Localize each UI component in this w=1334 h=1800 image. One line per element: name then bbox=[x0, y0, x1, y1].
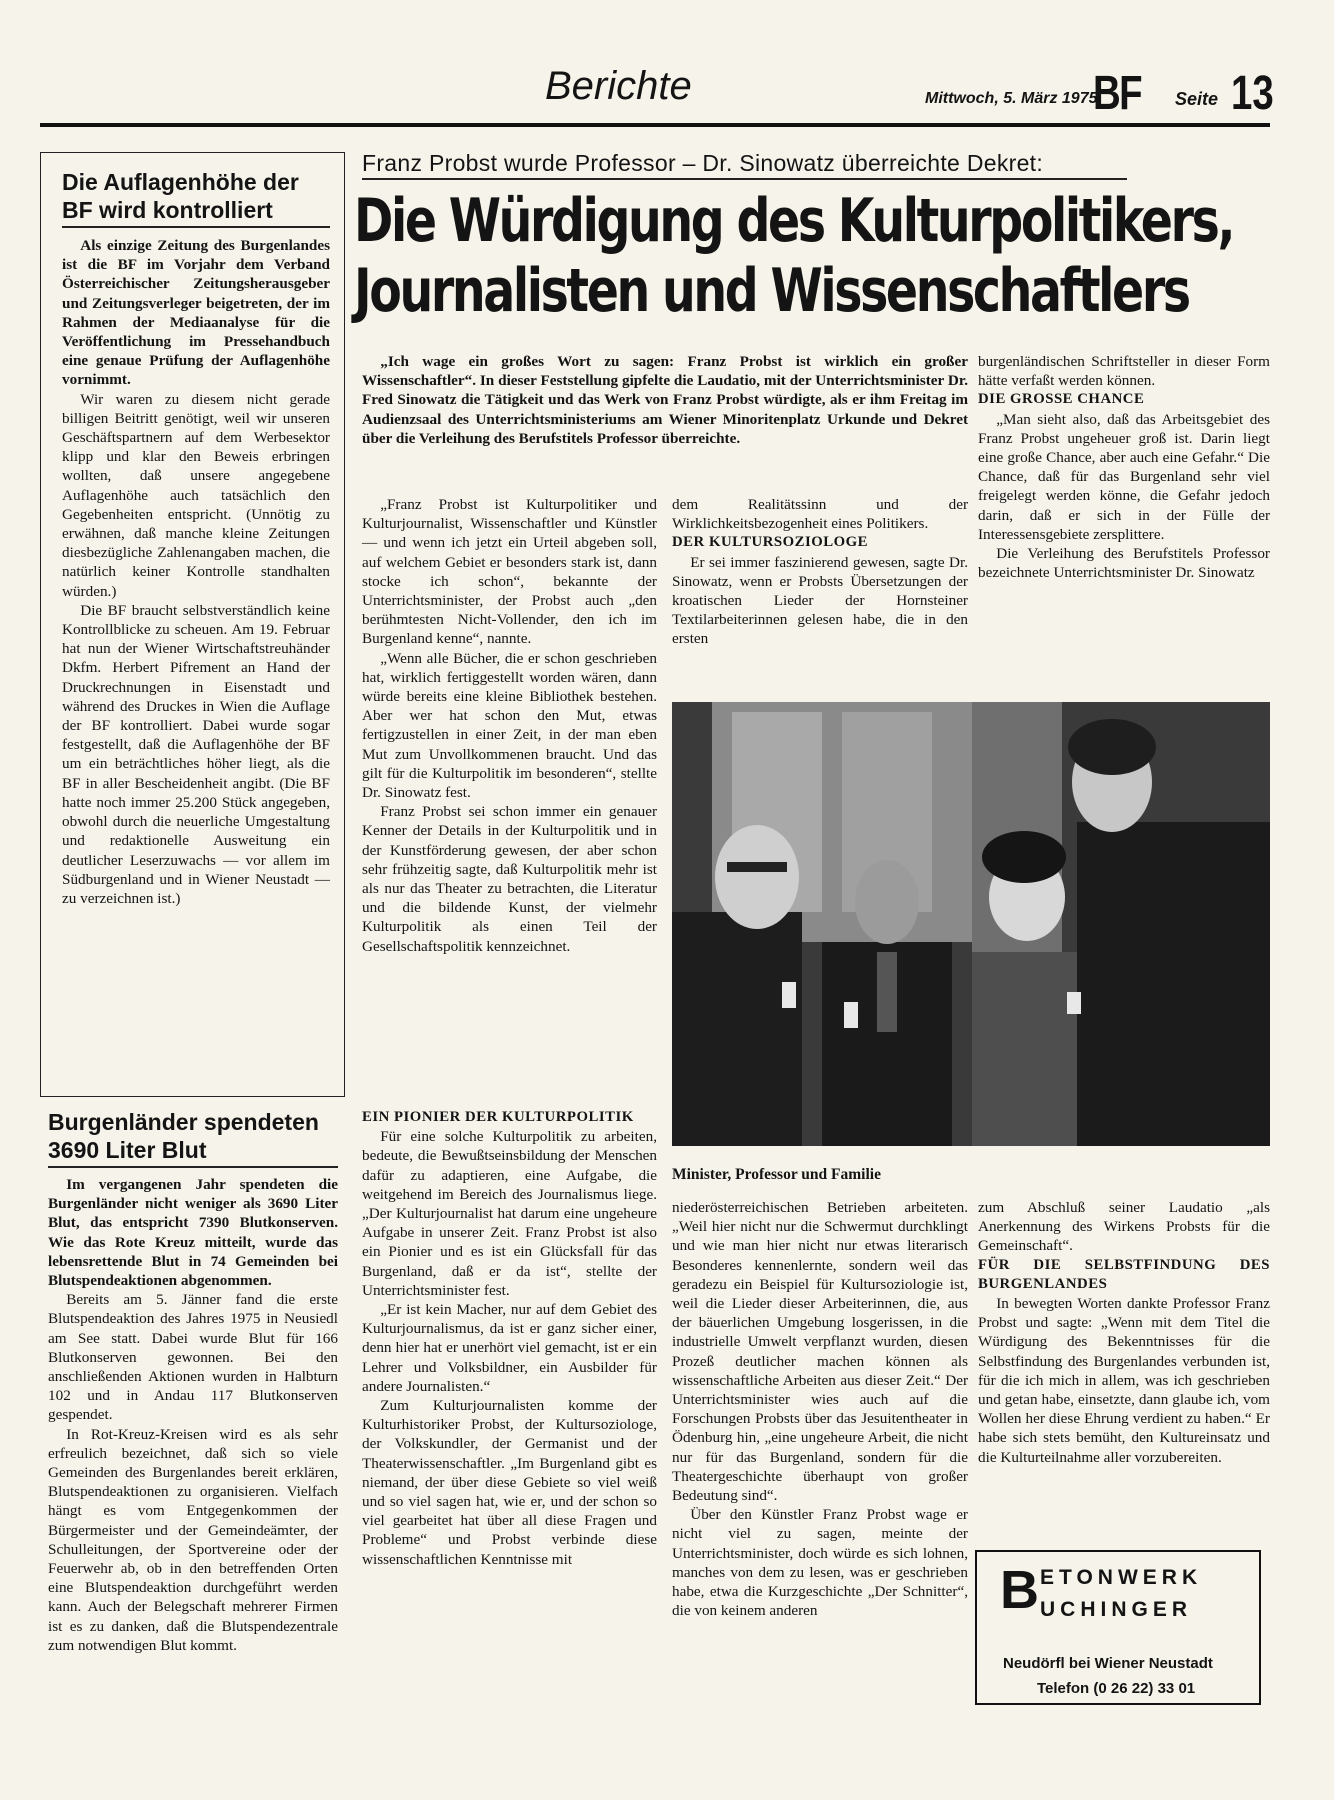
subheading: DER KULTURSOZIOLOGE bbox=[672, 534, 869, 551]
paragraph: Die BF braucht selbstverständlich keine Kontrollblicke zu scheuen. Am 19. Februar hat nun der Wiener Wirtschaftstreuhänder Dkfm. Herbert Pifrement an Hand der Druckrechnungen in Eisenstadt und während des Druckes in Wien die Auflage der BF kontrolliert. Dabei wurde sogar festgestellt, daß die Auflagenhöhe der BF um ein beträchtliches höher liegt, als die BF in aller Bescheidenheit angibt. (Die BF hatte noch immer 25.200 Stück angegeben, obwohl durch die neuerliche Umgestaltung und redaktionelle Ausweitung ein deutlicher Leserzuwachs — vor allem im Südburgenland und in Wiener Neustadt — zu verzeichnen ist.) bbox=[62, 601, 330, 907]
section-title: Berichte bbox=[545, 64, 692, 108]
column-2-top bbox=[672, 495, 968, 649]
blood-article-body bbox=[48, 1175, 338, 1655]
column-3-top bbox=[978, 352, 1270, 582]
paragraph: Als einzige Zeitung des Burgenlandes ist die BF im Vorjahr dem Verband Österreichischer Zeitungsherausgeber und Zeitungsverleger beigetreten, der im Rahmen der Mediaanalyse für die Veröffentlichung im Pressehandbuch eine genaue Prüfung der Auflagenhöhe vornimmt. bbox=[62, 237, 330, 389]
column-2-bottom bbox=[672, 1198, 968, 1620]
paragraph: „Er ist kein Macher, nur auf dem Gebiet des Kulturjournalismus, da ist er ganz sicher einer, denn hier hat er unerhört viel gemacht, ist er ein Lehrer und Volksbildner, ein Ausbilder für andere Journalisten.“ bbox=[362, 1301, 657, 1395]
advertisement-initial: B bbox=[1000, 1560, 1039, 1620]
paragraph: „Wenn alle Bücher, die er schon geschrieben hat, wirklich fertiggestellt worden wären, dann würde bereits eine kleine Bibliothek bestehen. Aber wer hat schon den Mut, etwas fertigzustellen in einer Zeit, in der man eben Mut zum Unvollkommenen braucht. Und das gilt für die Kulturpolitik im besonderen“, stellte Dr. Sinowatz fest. bbox=[362, 649, 657, 802]
paragraph: Für eine solche Kulturpolitik zu arbeiten, bedeute, die Bewußtseinsbildung der Menschen dafür zu adaptieren, eine Aufgabe, die weitgehend im Bereich des Journalismus liege. „Der Kulturjournalist hat darum eine ungeheure Aufgabe in unserer Zeit. Franz Probst ist also ein Pionier und es ist ein Glücksfall für das Burgenland, daß er da ist“, stellte der Unterrichtsminister fest. bbox=[362, 1128, 657, 1299]
subheading: EIN PIONIER DER KULTURPOLITIK bbox=[362, 1109, 634, 1125]
column-1-top bbox=[362, 495, 657, 956]
photo-illustration bbox=[672, 702, 1270, 1146]
article-kicker: Franz Probst wurde Professor – Dr. Sinowatz überreichte Dekret: bbox=[362, 150, 1044, 176]
main-headline-line: Die Würdigung des Kulturpolitikers, bbox=[354, 186, 1234, 256]
subheading: FÜR DIE SELBSTFINDUNG DES BURGENLANDES bbox=[978, 1256, 1270, 1292]
paragraph: Die Verleihung des Berufstitels Professor bezeichnete Unterrichtsminister Dr. Sinowatz bbox=[978, 545, 1270, 582]
paragraph: „Franz Probst ist Kulturpolitiker und Kulturjournalist, Wissenschaftler und Künstler — und wenn ich jetzt ein Urteil abgeben soll, auf welchem Gebiet er besonders stark ist, dann stocke ich schon“, bekannte der Unterrichtsminister, der Probst auch „den berühmtesten Nicht-Vollender, den ich im Burgenland kenne“, nannte. bbox=[362, 496, 657, 648]
article-lead bbox=[362, 352, 968, 448]
main-headline-line: Journalisten und Wissenschaftlers bbox=[354, 256, 1189, 326]
paragraph: dem Realitätssinn und der Wirklichkeitsbezogenheit eines Politikers. bbox=[672, 496, 968, 533]
boxed-article-body bbox=[62, 236, 330, 908]
paragraph: In bewegten Worten dankte Professor Franz Probst und sagte: „Wenn mit dem Titel die Würdigung des Bekenntnisses für die Selbstfindung des Burgenlandes verbunden ist, für die ich mich in allem, was ich geschrieben und getan habe, einsetzte, dann glaube ich, vom Wollen her diese Ehrung verdient zu haben.“ Er habe sich stets bemüht, den Kultureinsatz und die Kulturteilnahme aller vorzubereiten. bbox=[978, 1295, 1270, 1466]
advertisement-phone: Telefon (0 26 22) 33 01 bbox=[1037, 1680, 1196, 1697]
advertisement-name-line2: UCHINGER bbox=[1040, 1598, 1193, 1621]
paragraph: Im vergangenen Jahr spendeten die Burgenländer nicht weniger als 3690 Liter Blut, das entspricht 7390 Blutkonserven. Wie das Rote Kreuz mitteilt, wurde das lebensrettende Blut in 74 Gemeinden bei Blutspendeaktionen abgenommen. bbox=[48, 1176, 338, 1290]
headline-rule bbox=[48, 1166, 338, 1168]
paragraph: In Rot-Kreuz-Kreisen wird es als sehr erfreulich bezeichnet, daß sich so viele Gemeinden des Burgenlandes bereit erklären, Blutspendeaktionen zu organisieren. Vielfach hängt es vom Entgegenkommen der Bürgermeister und der Gemeindeämter, der Schulleitungen, der Sportvereine oder der Feuerwehr ab, ob in den betreffenden Orten eine Blutspendeaktion durchgeführt werden kann. Auch der Belegschaft mehrerer Firmen ist es zu danken, daß die Blutspendezentrale zum notwendigen Blut kommt. bbox=[48, 1425, 338, 1654]
paragraph: „Ich wage ein großes Wort zu sagen: Franz Probst ist wirklich ein großer Wissenschaftler“. In dieser Feststellung gipfelte die Laudatio, mit der Unterrichtsminister Dr. Fred Sinowatz die Tätigkeit und das Werk von Franz Probst würdigte, als er ihm Freitag im Audienzsaal des Unterrichtsministeriums am Wiener Minoritenplatz Urkunde und Dekret über die Verleihung des Berufstitels Professor überreichte. bbox=[362, 353, 968, 447]
paragraph: Über den Künstler Franz Probst wage er nicht viel zu sagen, meinte der Unterrichtsminister, doch würde es sich lohnen, manches von dem zu lesen, was er geschrieben habe, etwa die Kurzgeschichte „Der Schnitter“, die von keinem anderen bbox=[672, 1506, 968, 1620]
kicker-rule bbox=[362, 178, 1127, 180]
photo-caption: Minister, Professor und Familie bbox=[672, 1166, 881, 1183]
boxed-article-headline: Die Auflagenhöhe der BF wird kontrolliert bbox=[62, 169, 299, 223]
article-photo bbox=[672, 702, 1270, 1146]
subheading: DIE GROSSE CHANCE bbox=[978, 391, 1145, 408]
paragraph: Wir waren zu diesem nicht gerade billigen Beitritt genötigt, weil wir unseren Geschäftspartnern auf dem Werbesektor klipp und klar den Beweis erbringen wollten, daß unsere angegebene Auflagenhöhe auch tatsächlich den Gegebenheiten entspricht. (Unnötig zu erwähnen, daß manche kleine Zeitungen diesbezügliche Zahlenangaben machen, die natürlich keiner Kontrolle standhalten würden.) bbox=[62, 390, 330, 600]
paragraph: niederösterreichischen Betrieben arbeiteten. „Weil hier nicht nur die Schwermut durchklingt und wie man hier nicht nur etwas literarisch Besonderes kennenlernte, sondern weil das geradezu ein Beispiel für Kultursoziologie ist, weil die Lieder dieser Arbeiterinnen, die, aus der bäuerlichen Umgebung losgerissen, in die industrielle Umwelt verpflanzt wurden, diesen Prozeß deutlicher machen können als wissenschaftliche Arbeiten aus dieser Zeit.“ Der Unterrichtsminister wies auch auf die Forschungen Probsts über das Jesuitentheater in Ödenburg hin, „eine ungeheure Arbeit, die nicht nur für das Burgenland, sondern für die Theatergeschichte überhaupt von großer Bedeutung sind“. bbox=[672, 1199, 968, 1505]
paragraph: „Man sieht also, daß das Arbeitsgebiet des Franz Probst ungeheuer groß ist. Darin liegt eine große Chance, aber auch eine Gefahr.“ Die Chance, daß für das Burgenland sehr viel freigelegt werden könne, die Gefahr jedoch darin, daß er sich in der Fülle der Interessensgebiete zersplittere. bbox=[978, 410, 1270, 543]
column-1-bottom bbox=[362, 1108, 657, 1569]
paragraph: Bereits am 5. Jänner fand die erste Blutspendeaktion des Jahres 1975 in Neusiedl am See statt. Dabei wurde Blut für 166 Blutkonserven gewonnen. Bei den anschließenden Aktionen wurden in Halbturn 102 und in Andau 117 Blutkonserven gespendet. bbox=[48, 1291, 338, 1424]
masthead-logo: BF bbox=[1093, 67, 1141, 120]
advertisement-name-line1: ETONWERK bbox=[1040, 1566, 1203, 1589]
blood-article-headline: Burgenländer spendeten 3690 Liter Blut bbox=[48, 1109, 319, 1163]
headline-rule bbox=[62, 226, 330, 228]
main-headline bbox=[354, 186, 1234, 326]
issue-date: Mittwoch, 5. März 1975 bbox=[925, 90, 1098, 107]
paragraph: Franz Probst sei schon immer ein genauer Kenner der Details in der Kulturpolitik und in der Kunstförderung gewesen, der aber schon sehr frühzeitig sagte, daß Kulturpolitik mehr ist als nur das Theater zu betrachten, die Literatur und die bildende Kunst, der vielmehr Kulturpolitik als einen Teil der Gesellschaftspolitik kennzeichnet. bbox=[362, 803, 657, 955]
header-rule bbox=[40, 123, 1270, 127]
page-label: Seite bbox=[1175, 89, 1219, 109]
paragraph: Er sei immer faszinierend gewesen, sagte Dr. Sinowatz, wenn er Probsts Übersetzungen der kroatischen Lieder der Hornsteiner Textilarbeiterinnen gelesen habe, die in den ersten bbox=[672, 553, 968, 648]
advertisement-location: Neudörfl bei Wiener Neustadt bbox=[1003, 1655, 1213, 1672]
paragraph: burgenländischen Schriftsteller in dieser Form hätte verfaßt werden können. bbox=[978, 353, 1270, 390]
page-number: 13 bbox=[1231, 67, 1274, 120]
paragraph: zum Abschluß seiner Laudatio „als Anerkennung des Wirkens Probsts für die Gemeinschaft“. bbox=[978, 1199, 1270, 1255]
column-3-bottom bbox=[978, 1198, 1270, 1467]
paragraph: Zum Kulturjournalisten komme der Kulturhistoriker Probst, der Kultursoziologe, der Volkskundler, der Germanist und der Theaterwissenschaftler. „Im Burgenland gibt es niemand, der über diese Gebiete so viel weiß und so viel sagen hat, wie er, und der schon so viel gearbeitet hat über all diese Fragen und Probleme“ und Probst verbinde diese wissenschaftlichen Kenntnisse mit bbox=[362, 1397, 657, 1568]
